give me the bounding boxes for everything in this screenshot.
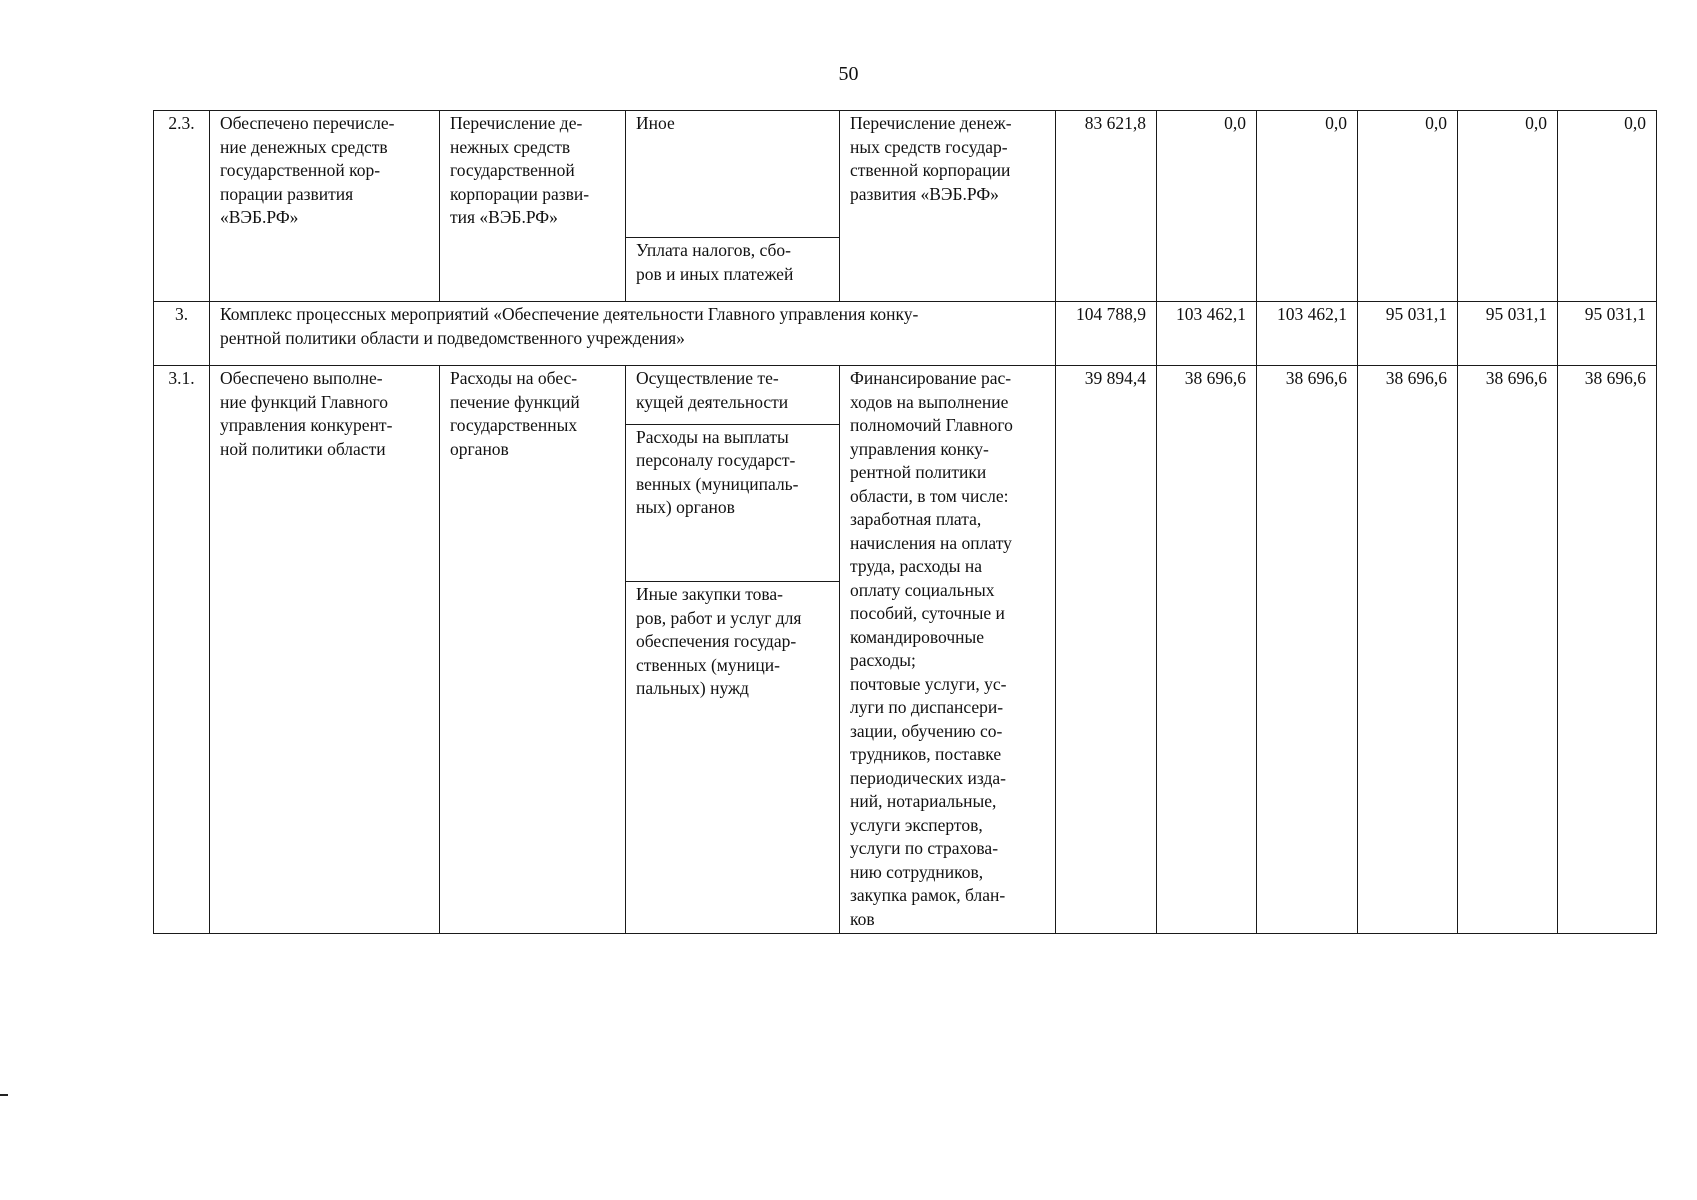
value-cell: 0,0 [1458, 111, 1558, 302]
kind-cell: Иные закупки това- ров, работ и услуг для обеспечения государ- ственных (муници- пальных) нужд [626, 582, 840, 934]
page-number: 50 [838, 63, 859, 85]
value-cell: 38 696,6 [1458, 366, 1558, 934]
value-cell: 103 462,1 [1257, 302, 1358, 366]
value-cell: 95 031,1 [1358, 302, 1458, 366]
value-cell: 103 462,1 [1157, 302, 1257, 366]
result-cell: Обеспечено выполне- ние функций Главного управления конкурент- ной политики области [210, 366, 440, 934]
description-cell: Перечисление денеж- ных средств государ- ственной корпорации развития «ВЭБ.РФ» [840, 111, 1056, 302]
value-cell: 0,0 [1257, 111, 1358, 302]
result-cell: Обеспечено перечисле- ние денежных средств государственной кор- порации развития «ВЭБ.РФ» [210, 111, 440, 302]
margin-mark [0, 1094, 8, 1096]
direction-cell: Расходы на обес- печение функций государственных органов [440, 366, 626, 934]
direction-cell: Перечисление де- нежных средств государственной корпорации разви- тия «ВЭБ.РФ» [440, 111, 626, 302]
value-cell: 0,0 [1157, 111, 1257, 302]
value-cell: 83 621,8 [1056, 111, 1157, 302]
value-cell: 95 031,1 [1558, 302, 1657, 366]
row-number: 3.1. [154, 366, 210, 934]
row-number: 2.3. [154, 111, 210, 302]
value-cell: 95 031,1 [1458, 302, 1558, 366]
row-number: 3. [154, 302, 210, 366]
kind-cell: Осуществление те- кущей деятельности [626, 366, 840, 425]
value-cell: 104 788,9 [1056, 302, 1157, 366]
value-cell: 38 696,6 [1257, 366, 1358, 934]
value-cell: 38 696,6 [1358, 366, 1458, 934]
description-cell: Финансирование рас- ходов на выполнение полномочий Главного управления конку- рентной политики области, в том числе: заработная плата, начисления на оплату труда, расходы на оплату социальных пособий, суточные и командировочные расходы; почтовые услуги, ус- луги по диспансери- зации, обучению со- трудников, поставке периодических изда- ний, нотариальные, услуги экспертов, услуги по страхова- нию сотрудников, закупка рамок, блан- ков [840, 366, 1056, 934]
kind-cell: Уплата налогов, сбо- ров и иных платежей [626, 238, 840, 302]
table-row [154, 111, 1657, 238]
value-cell: 0,0 [1558, 111, 1657, 302]
kind-cell: Иное [626, 111, 840, 238]
table-row [154, 366, 1657, 425]
financing-table [153, 110, 1657, 934]
table-row [154, 302, 1657, 366]
value-cell: 38 696,6 [1558, 366, 1657, 934]
complex-title-cell: Комплекс процессных мероприятий «Обеспечение деятельности Главного управления конку- рентной политики области и подведомственного учреждения» [210, 302, 1056, 366]
kind-cell: Расходы на выплаты персоналу государст- венных (муниципаль- ных) органов [626, 424, 840, 581]
value-cell: 38 696,6 [1157, 366, 1257, 934]
value-cell: 0,0 [1358, 111, 1458, 302]
value-cell: 39 894,4 [1056, 366, 1157, 934]
